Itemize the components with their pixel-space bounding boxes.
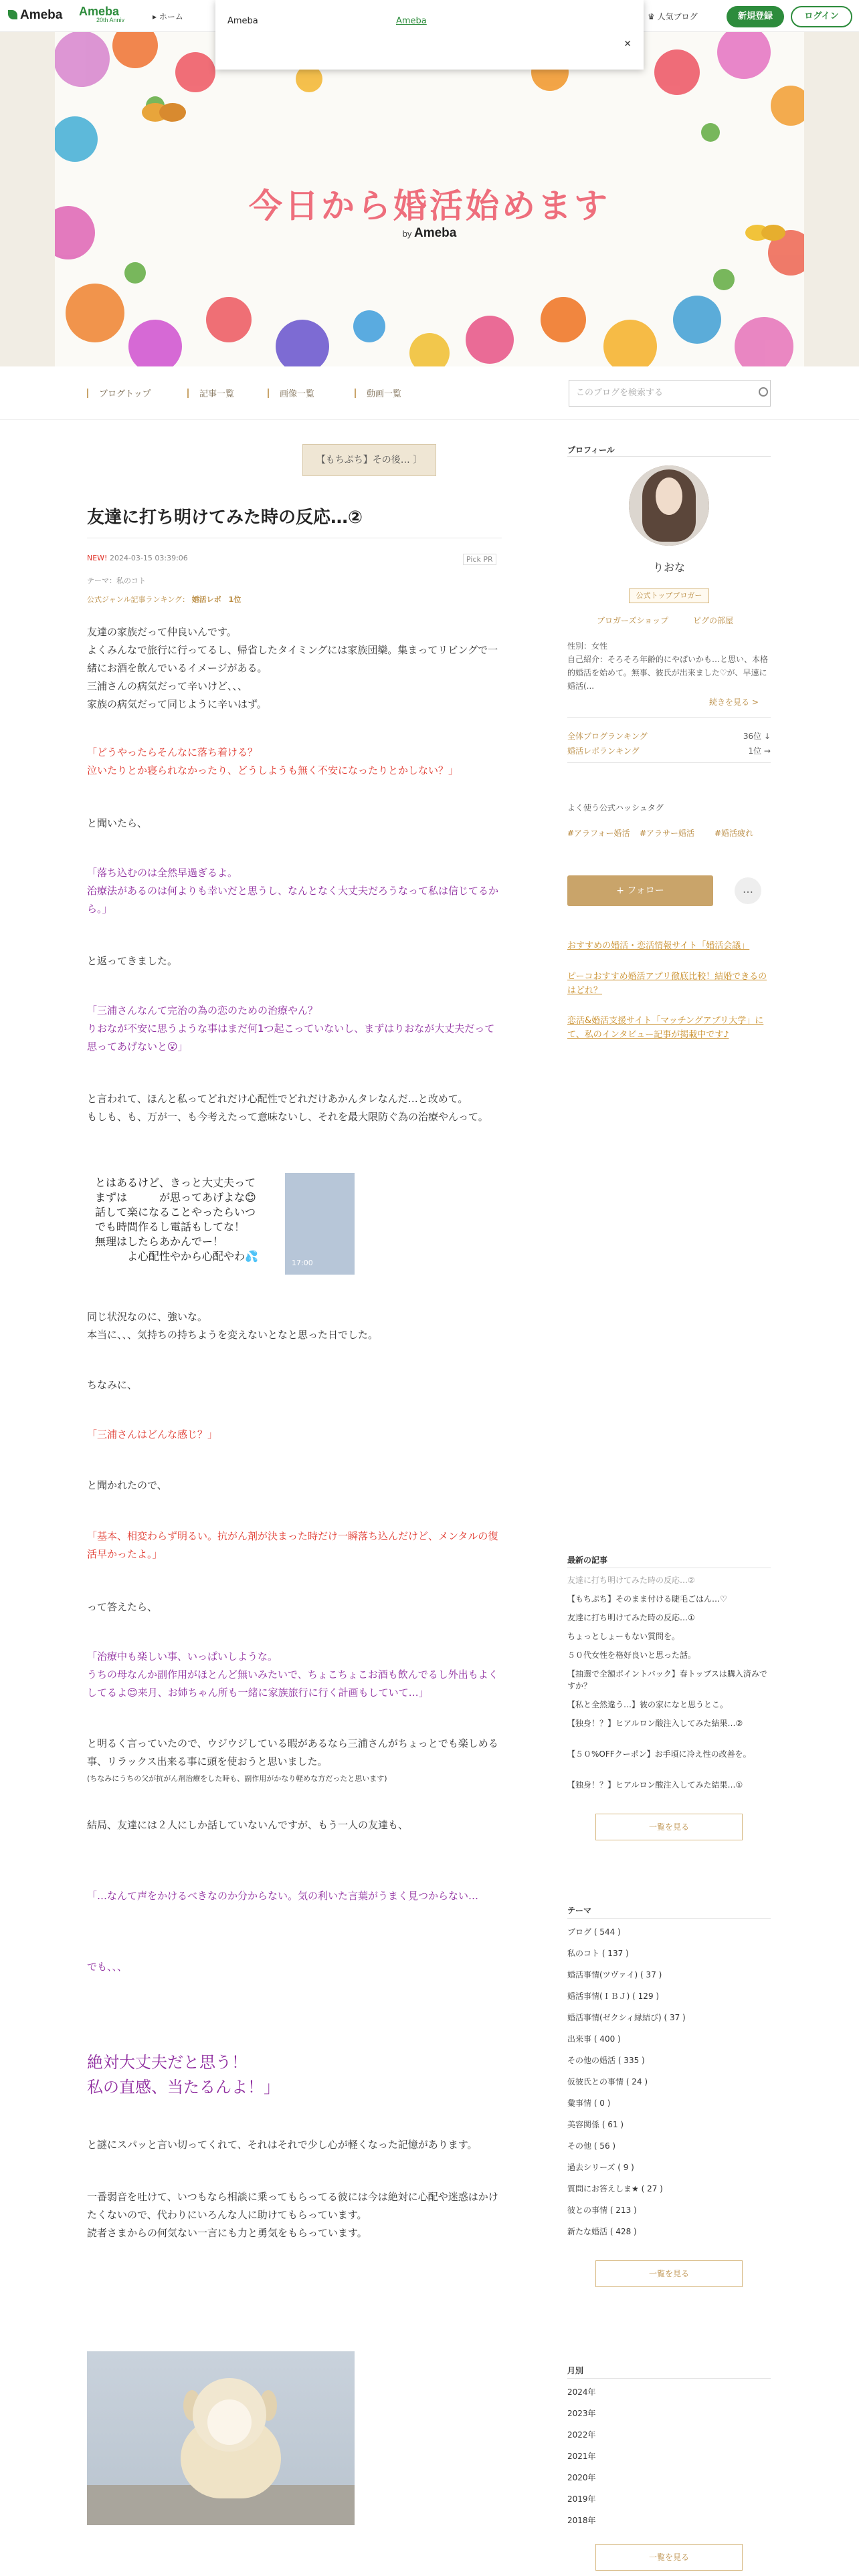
chat-screenshot-image[interactable] xyxy=(87,1173,355,1275)
official-top-blogger-badge[interactable]: 公式トップブロガー xyxy=(629,588,709,603)
promo-link-1[interactable]: おすすめの婚活・恋活情報サイト「婚活会議」 xyxy=(567,941,750,951)
theme-list-button[interactable]: 一覧を見る xyxy=(595,2260,743,2287)
ad-label: Ameba xyxy=(227,16,258,26)
recent-entry[interactable]: 【私と全然違う…】彼の家になと思うとこ。 xyxy=(567,1700,729,1709)
by-ameba: by Ameba xyxy=(402,226,457,240)
image-icon xyxy=(268,389,274,398)
paragraph-4: と言われて、ほんと私ってどれだけ心配性でどれだけあかんタレなんだ…と改めて。 もしも、も、万が一、も今考えたって意味ないし、それを最大限防ぐ為の治療やんって。 xyxy=(87,1093,488,1123)
paragraph-3: と返ってきました。 xyxy=(87,955,178,967)
read-more-link[interactable]: 続きを見る > xyxy=(709,697,759,707)
profile-intro: 自己紹介：そろそろ年齢的にやばいかも…と思い、本格的婚活を始めて。無事、彼氏が出来ました♡が、早速に婚活(... xyxy=(567,655,769,691)
theme-item[interactable]: 美容関係 ( 61 ) xyxy=(567,2120,624,2129)
avatar-face xyxy=(656,477,682,515)
theme-item[interactable]: 婚活事情(ツヴァイ) ( 37 ) xyxy=(567,1970,662,1979)
chat-bubble: とはあるけど、きっと大丈夫って まずは が思ってあげよな😊 話して楽になることやったらいつ でも時間作るし電話もしてな！ 無理はしたらあかんでー！ よ心配性やから心配やわ💦 xyxy=(87,1173,285,1275)
theme-item[interactable]: 私のコト ( 137 ) xyxy=(567,1949,629,1958)
ad-popup xyxy=(215,0,644,70)
hashtag-item[interactable]: #婚活疲れ xyxy=(714,829,754,838)
recent-list-button[interactable]: 一覧を見る xyxy=(595,1814,743,1840)
theme-heading: テーマ xyxy=(567,1906,592,1915)
nav-blog-top[interactable]: ブログトップ xyxy=(87,387,151,399)
recent-entry[interactable]: 【抽選で全額ポイントバック】春トップスは購入済みですか？ xyxy=(567,1669,767,1691)
theme-item[interactable]: 新たな婚活 ( 428 ) xyxy=(567,2227,637,2236)
quote-8: でも、、、 xyxy=(87,1961,128,1973)
nav-video-list[interactable]: 動画一覧 xyxy=(355,387,401,399)
theme-item[interactable]: 仮彼氏との事情 ( 24 ) xyxy=(567,2077,648,2086)
avatar[interactable] xyxy=(629,465,709,546)
crown-icon: ♛ xyxy=(648,12,658,21)
ad-link[interactable]: Ameba xyxy=(396,16,427,26)
month-item[interactable]: 2023年 xyxy=(567,2409,596,2418)
login-button[interactable]: ログイン xyxy=(791,6,852,27)
leaf-icon xyxy=(8,10,17,19)
more-icon[interactable]: … xyxy=(735,877,761,904)
theme-item[interactable]: その他 ( 56 ) xyxy=(567,2141,616,2151)
recent-entry[interactable]: ちょっとしょーもない質問を。 xyxy=(567,1632,680,1641)
month-item[interactable]: 2020年 xyxy=(567,2473,596,2482)
paragraph-6: ちなみに、 xyxy=(87,1379,138,1391)
paragraph-9: と明るく言っていたので、ウジウジしている暇があるなら三浦さんがちょっとでも楽しめる事、リラックス出来る事に頭を使おうと思いました。 xyxy=(87,1737,498,1767)
paragraph-11: と謎にスパッと言い切ってくれて、それはそれで少し心が軽くなった記憶があります。 xyxy=(87,2139,478,2151)
theme-item[interactable]: 婚活事情(ＩＢＪ) ( 129 ) xyxy=(567,1992,660,2001)
paragraph-5: 同じ状況なのに、強いな。 本当に、、、気持ちの持ちようを変えないとなと思った日でした。 xyxy=(87,1311,379,1341)
month-item[interactable]: 2021年 xyxy=(567,2452,596,2461)
entry-title[interactable]: 友達に打ち明けてみた時の反応…② xyxy=(87,508,363,528)
month-item[interactable]: 2024年 xyxy=(567,2387,596,2397)
divider xyxy=(567,1918,771,1919)
signup-button[interactable]: 新規登録 xyxy=(727,6,784,27)
theme-item[interactable]: 出来事 ( 400 ) xyxy=(567,2034,621,2044)
hashtag-heading: よく使う公式ハッシュタグ xyxy=(567,803,664,813)
theme-item[interactable]: 質問にお答えしま★ ( 27 ) xyxy=(567,2184,663,2193)
promo-link-2[interactable]: ピーコおすすめ婚活アプリ徹底比較！結婚できるのはどれ？ xyxy=(567,972,767,996)
chevron-right-icon: 〕 xyxy=(413,455,423,465)
close-icon[interactable]: ✕ xyxy=(624,39,632,49)
nav-image-list[interactable]: 画像一覧 xyxy=(268,387,314,399)
blog-title[interactable]: 今日から婚活始めます xyxy=(249,187,610,225)
entry-meta: NEW! 2024-03-15 03:39:06 xyxy=(87,554,188,562)
recent-heading: 最新の記事 xyxy=(567,1555,608,1565)
home-icon xyxy=(87,389,94,398)
recent-entry[interactable]: 友達に打ち明けてみた時の反応…① xyxy=(567,1613,695,1622)
quote-3: 「三浦さんなんて完治の為の恋のための治療やん？ りおなが不安に思うような事はまだ何1つ起こっていないし、まずはりおなが大丈夫だって思ってあげないと😮」 xyxy=(87,1004,495,1053)
nav-entry-list[interactable]: 記事一覧 xyxy=(187,387,234,399)
theme-item[interactable]: ブログ ( 544 ) xyxy=(567,1927,621,1937)
paragraph-10: 結局、友達には２人にしか話していないんですが、もう一人の友達も、 xyxy=(87,1819,409,1831)
theme-item[interactable]: 婚活事情(ゼクシィ縁結び) ( 37 ) xyxy=(567,2013,686,2022)
recent-entry[interactable]: 【５０%OFFクーポン】お手頃に冷え性の改善を。 xyxy=(567,1749,751,1759)
quote-4: 「三浦さんはどんな感じ？」 xyxy=(87,1428,218,1440)
ranking-genre[interactable]: 婚活レポランキング 1位 → xyxy=(567,746,771,756)
hashtag-item[interactable]: #アラフォー婚活 xyxy=(567,829,630,838)
divider xyxy=(567,717,771,718)
quote-1: 「どうやったらそんなに落ち着ける？ 泣いたりとか寝られなかったり、どうしようも無く不安になったりとかしない？」 xyxy=(87,746,459,776)
pick-pr-badge[interactable]: Pick PR xyxy=(463,554,496,565)
blog-header-banner[interactable] xyxy=(55,32,804,366)
recent-entry[interactable]: 【独身！？】ヒアルロン酸注入してみた結果…① xyxy=(567,1780,743,1790)
divider xyxy=(567,456,771,457)
month-item[interactable]: 2022年 xyxy=(567,2430,596,2440)
list-icon xyxy=(187,389,194,398)
home-link[interactable]: ▸ ホーム xyxy=(153,12,183,21)
profile-name[interactable]: りおな xyxy=(652,561,685,574)
entry-ranking[interactable]: 公式ジャンル記事ランキング： 婚活レポ 1位 xyxy=(87,595,242,604)
prev-entry-button[interactable]: 【もちぷち】その後… 〕 xyxy=(302,444,436,476)
follow-button[interactable]: + フォロー xyxy=(567,875,713,906)
divider xyxy=(567,2378,771,2379)
chat-time: 17:00 xyxy=(292,1259,313,1267)
ranking-overall[interactable]: 全体ブログランキング 36位 ↓ xyxy=(567,732,771,741)
month-item[interactable]: 2019年 xyxy=(567,2494,596,2504)
paragraph-note: (ちなみにうちの父が抗がん剤治療をした時も、副作用がかなり軽めな方だったと思います) xyxy=(87,1774,387,1783)
blog-search-input[interactable]: このブログを検索する xyxy=(569,380,771,407)
paragraph-1: 友達の家族だって仲良いんです。 よくみんなで旅行に行ってるし、帰省したタイミングには家族団欒。集まってリビングで一緒にお酒を飲んでいるイメージがある。 三浦さんの病気だって辛いけど、、、 家族の病気だって同じように辛いはず。 xyxy=(87,626,498,710)
blog-nav xyxy=(0,366,859,420)
sheep-plush-image[interactable] xyxy=(87,2351,355,2525)
recent-entry[interactable]: ５０代女性を格好良いと思った話。 xyxy=(567,1650,696,1660)
recent-entry[interactable]: 【もちぷち】そのまま付ける睫毛ごはん…♡ xyxy=(567,1594,727,1604)
theme-item[interactable]: 過去シリーズ ( 9 ) xyxy=(567,2163,634,2172)
recent-entry[interactable]: 友達に打ち明けてみた時の反応…② xyxy=(567,1576,695,1585)
quote-emphasis: 絶対大丈夫だと思う！ 私の直感、当たるんよ！」 xyxy=(87,2053,280,2097)
search-icon[interactable] xyxy=(759,387,768,397)
pigg-room-link[interactable]: ピグの部屋 xyxy=(693,616,734,625)
theme-item[interactable]: 彼との事情 ( 213 ) xyxy=(567,2206,637,2215)
page-content xyxy=(0,420,859,2576)
ameba-20th-logo[interactable]: Ameba 20th Anniv xyxy=(79,5,125,23)
paragraph-2: と聞いたら、 xyxy=(87,817,148,829)
entry-theme[interactable]: テーマ：私のコト xyxy=(87,576,146,585)
quote-7: 「…なんて声をかけるべきなのか分からない。気の利いた言葉がうまく見つからない… xyxy=(87,1890,479,1902)
paragraph-12: 一番弱音を吐けて、いつもなら相談に乗ってもらってる彼には今は絶対に心配や迷惑はかけたくないので、代わりにいろんな人に助けてもらっています。 読者さまからの何気ない一言にも力と勇気をもらっています。 xyxy=(87,2191,498,2239)
divider xyxy=(567,762,771,763)
monthly-list-button[interactable]: 一覧を見る xyxy=(595,2544,743,2571)
bloggers-shop-link[interactable]: ブロガーズショップ xyxy=(597,616,669,625)
profile-heading: プロフィール xyxy=(567,445,615,455)
monthly-heading: 月別 xyxy=(567,2366,584,2375)
promo-link-3[interactable]: 恋活&婚活支援サイト「マッチングアプリ大学」にて、私のインタビュー記事が掲載中です♪ xyxy=(567,1016,764,1040)
month-item[interactable]: 2018年 xyxy=(567,2516,596,2525)
quote-2: 「落ち込むのは全然早過ぎるよ。 治療法があるのは何よりも幸いだと思うし、なんとなく大丈夫だろうなって私は信じてるから。」 xyxy=(87,867,499,915)
hashtag-item[interactable]: #アラサー婚活 xyxy=(640,829,695,838)
theme-item[interactable]: 彙事情 ( 0 ) xyxy=(567,2099,611,2108)
sheep-face xyxy=(207,2399,252,2445)
paragraph-8: って答えたら、 xyxy=(87,1601,158,1613)
recent-entry[interactable]: 【独身！？】ヒアルロン酸注入してみた結果…② xyxy=(567,1719,743,1728)
popular-blog-link[interactable]: ♛ 人気ブログ xyxy=(648,12,698,21)
profile-gender: 性別：女性 xyxy=(567,641,608,651)
quote-6: 「治療中も楽しい事、いっぱいしような。 うちの母なんか副作用がほとんど無いみたいで、ちょこちょこお酒も飲んでるし外出もよくしてるよ😊来月、お姉ちゃん所も一緒に家族旅行に行く計画もしていて…」 xyxy=(87,1650,498,1699)
paragraph-7: と聞かれたので、 xyxy=(87,1479,167,1491)
video-icon xyxy=(355,389,361,398)
ameba-logo[interactable]: Ameba xyxy=(8,8,62,23)
quote-5: 「基本、相変わらず明るい。抗がん剤が決まった時だけ一瞬落ち込んだけど、メンタルの復活早かったよ。」 xyxy=(87,1530,498,1560)
theme-item[interactable]: その他の婚活 ( 335 ) xyxy=(567,2056,645,2065)
